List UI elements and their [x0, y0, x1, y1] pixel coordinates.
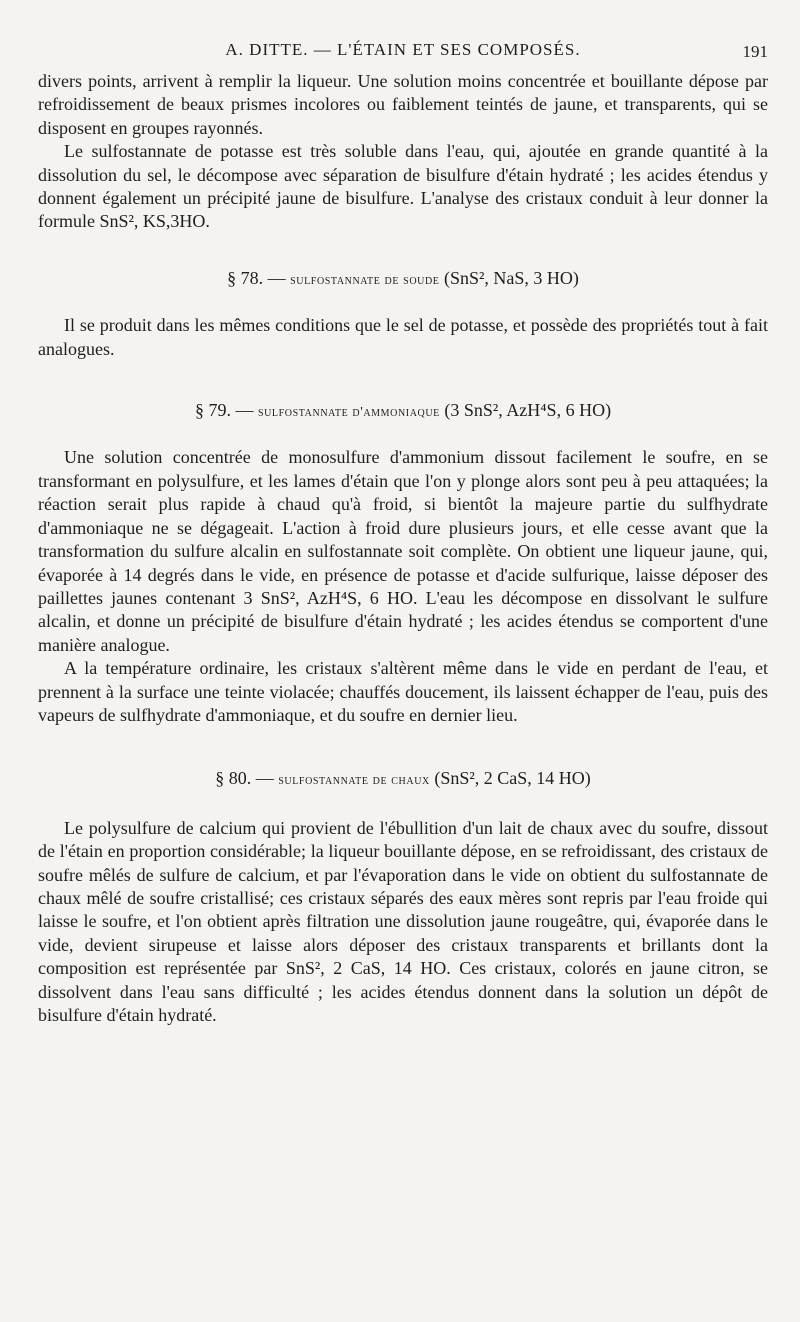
section-78-title: sulfostannate de soude — [290, 272, 440, 288]
section-79-formula: (3 SnS², AzH⁴S, 6 HO) — [444, 400, 612, 421]
section-79-title: sulfostannate d'ammoniaque — [257, 405, 440, 421]
paragraph-chaux: Le polysulfure de calcium qui provient de l'ébullition d'un lait de chaux avec du soufre, dissout de l'étain en proportion considérable; la liqueur bouillante dépose, en se refroidissant, des cristaux de soufre mêlés de sulfure de calcium, et par l'évaporation dans le vide on obtient du sulfostannate de chaux mêlé de soufre cristallisé; ces cristaux séparés des eaux mères sont repris par l'eau froide qui laisse le soufre, et l'on obtient après filtration une dissolution jaune rougeâtre, qui, évaporée dans le vide, devient sirupeuse et laisse alors déposer des cristaux transparents et brillants dont la composition est représentée par SnS², 2 CaS, 14 HO. Ces cristaux, colorés en jaune citron, se dissolvent dans l'eau sans difficulté ; les acides étendus donnent dans la solution un dépôt de bisulfure d'étain hydraté. — [38, 817, 768, 1025]
section-78-formula: (SnS², NaS, 3 HO) — [444, 267, 579, 288]
section-78-number: § 78. — — [227, 267, 286, 288]
paragraph-temperature: A la température ordinaire, les cristaux s'altèrent même dans le vide en perdant de l'eau, et prennent à la surface une teinte violacée; chauffés doucement, ils laissent échapper de l'eau, puis des vapeurs de sulfhydrate d'ammoniaque, et du soufre en dernier lieu. — [38, 658, 768, 725]
body-text — [38, 70, 768, 1027]
paragraph-potasse: Le sulfostannate de potasse est très soluble dans l'eau, qui, ajoutée en grande quantité à la dissolution du sel, le décompose avec séparation de bisulfure d'étain hydraté ; les acides étendus y donnent également un précipité jaune de bisulfure. L'analyse des cristaux conduit à leur donner la formule SnS², KS,3HO. — [38, 141, 768, 232]
running-head — [38, 40, 768, 64]
running-title: A. DITTE. — L'ÉTAIN ET SES COMPOSÉS. — [225, 40, 581, 59]
section-78-heading — [38, 267, 768, 292]
section-80-title: sulfostannate de chaux — [278, 773, 430, 789]
paragraph-soude: Il se produit dans les mêmes conditions que le sel de potasse, et possède des propriétés tout à fait analogues. — [38, 315, 768, 359]
section-80-formula: (SnS², 2 CaS, 14 HO) — [434, 768, 591, 789]
section-79-heading — [38, 399, 768, 424]
section-79-number: § 79. — — [194, 400, 254, 421]
section-80-heading — [38, 767, 768, 792]
page-number: 191 — [742, 42, 768, 61]
section-80-number: § 80. — — [215, 768, 274, 789]
paragraph-continuation: divers points, arrivent à remplir la liqueur. Une solution moins concentrée et bouillante dépose par refroidissement de beaux prismes incolores ou faiblement teintés de jaune, et transparents, qui se disposent en groupes rayonnés. — [38, 71, 768, 138]
paragraph-ammoniaque: Une solution concentrée de monosulfure d'ammonium dissout facilement le soufre, en se transformant en polysulfure, et les lames d'étain que l'on y plonge alors sont peu à peu attaquées; la réaction serait plus rapide à chaud qu'à froid, si bientôt la majeure partie du sulfhydrate d'ammoniaque ne se dégageait. L'action à froid dure plusieurs jours, et elle cesse avant que la transformation du sulfure alcalin en sulfostannate soit complète. On obtient une liqueur jaune, qui, évaporée à 14 degrés dans le vide, en présence de potasse et d'acide sulfurique, laisse déposer des paillettes jaunes contenant 3 SnS², AzH⁴S, 6 HO. L'eau les décompose en dissolvant le sulfure alcalin, et donne un précipité de bisulfure d'étain hydraté ; les acides étendus se comportent d'une manière analogue. — [38, 447, 768, 655]
